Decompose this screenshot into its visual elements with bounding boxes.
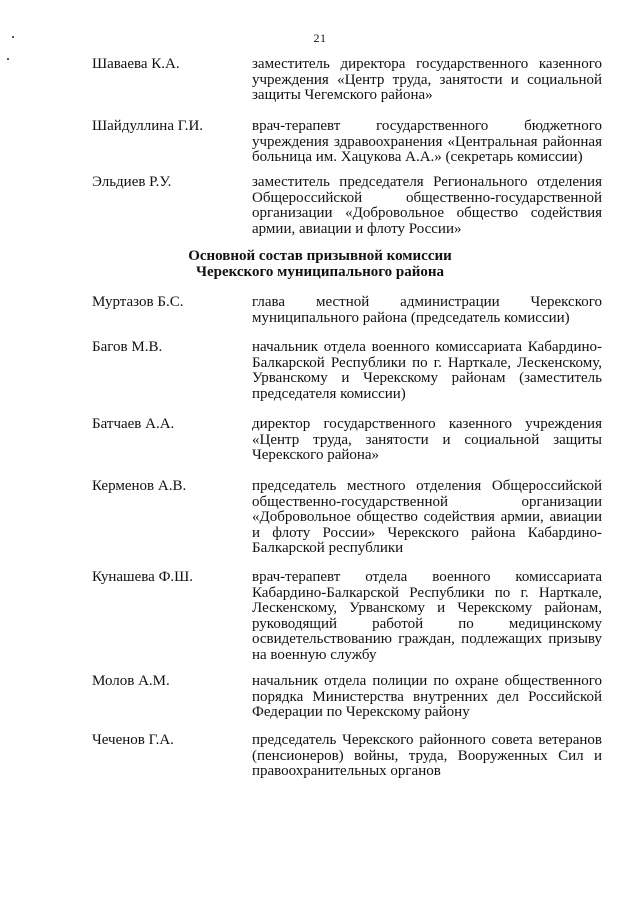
member-entry [92,175,604,237]
member-entry [92,674,604,733]
member-name: Шайдуллина Г.И. [92,118,204,134]
member-role: врач-терапевт государственного бюджетного учреждения здравоохранения «Центральная районная больница им. Хацукова А.А.» (секретарь комиссии) [252,118,602,165]
member-role: директор государственного казенного учреждения «Центр труда, занятости и социальной защиты Черекского района» [252,416,602,463]
page-number: 21 [313,31,327,45]
member-entry [92,57,604,119]
member-role: председатель Черекского районного совета ветеранов (пенсионеров) войны, труда, Вооруженных Сил и правоохранительных органов [252,732,602,779]
member-entry [92,479,604,570]
member-role: начальник отдела полиции по охране общественного порядка Министерства внутренних дел Российской Федерации по Черекскому району [252,673,602,720]
member-entry [92,340,604,417]
member-entry [92,417,604,479]
member-entry [92,733,604,780]
member-entry [92,295,604,340]
member-name: Керменов А.В. [92,478,187,494]
member-name: Шаваева К.А. [92,56,180,72]
member-name: Чеченов Г.А. [92,732,174,748]
member-role: начальник отдела военного комиссариата Кабардино-Балкарской Республики по г. Нарткале, Лескенскому, Урванскому и Черекскому районам (заместитель председателя комиссии) [252,339,602,402]
member-name: Батчаев А.А. [92,416,175,432]
member-role: заместитель директора государственного казенного учреждения «Центр труда, занятости и социальной защиты Чегемского района» [252,56,602,103]
member-role: заместитель председателя Регионального отделения Общероссийской общественно-государственной организации «Добровольное общество содействия армии, авиации и флоту России» [252,174,602,237]
member-name: Молов А.М. [92,673,170,689]
section-title-line: Черекского муниципального района [195,263,445,280]
member-name: Эльдиев Р.У. [92,174,172,190]
member-name: Багов М.В. [92,339,163,355]
scan-dot [7,58,9,60]
section-title-line: Основной состав призывной комиссии [188,248,452,264]
member-entry [92,570,604,674]
member-role: председатель местного отделения Общероссийской общественно-государственной организации «Добровольное общество содействия армии, авиации и флоту России» Черекского района Кабардино-Балкарской республики [252,478,602,556]
member-role: врач-терапевт отдела военного комиссариата Кабардино-Балкарской Республики по г. Нарткале, Лескенскому, Урванскому и Черекскому районам, руководящий работой по медицинскому освидетельствованию граждан, подлежащих призыву на военную службу [252,569,602,663]
member-entry [92,119,604,175]
member-name: Муртазов Б.С. [92,294,184,310]
section-title [0,249,640,280]
member-list [92,57,604,237]
member-list [92,295,604,780]
member-name: Кунашева Ф.Ш. [92,569,194,585]
member-role: глава местной администрации Черекского муниципального района (председатель комиссии) [252,294,602,326]
